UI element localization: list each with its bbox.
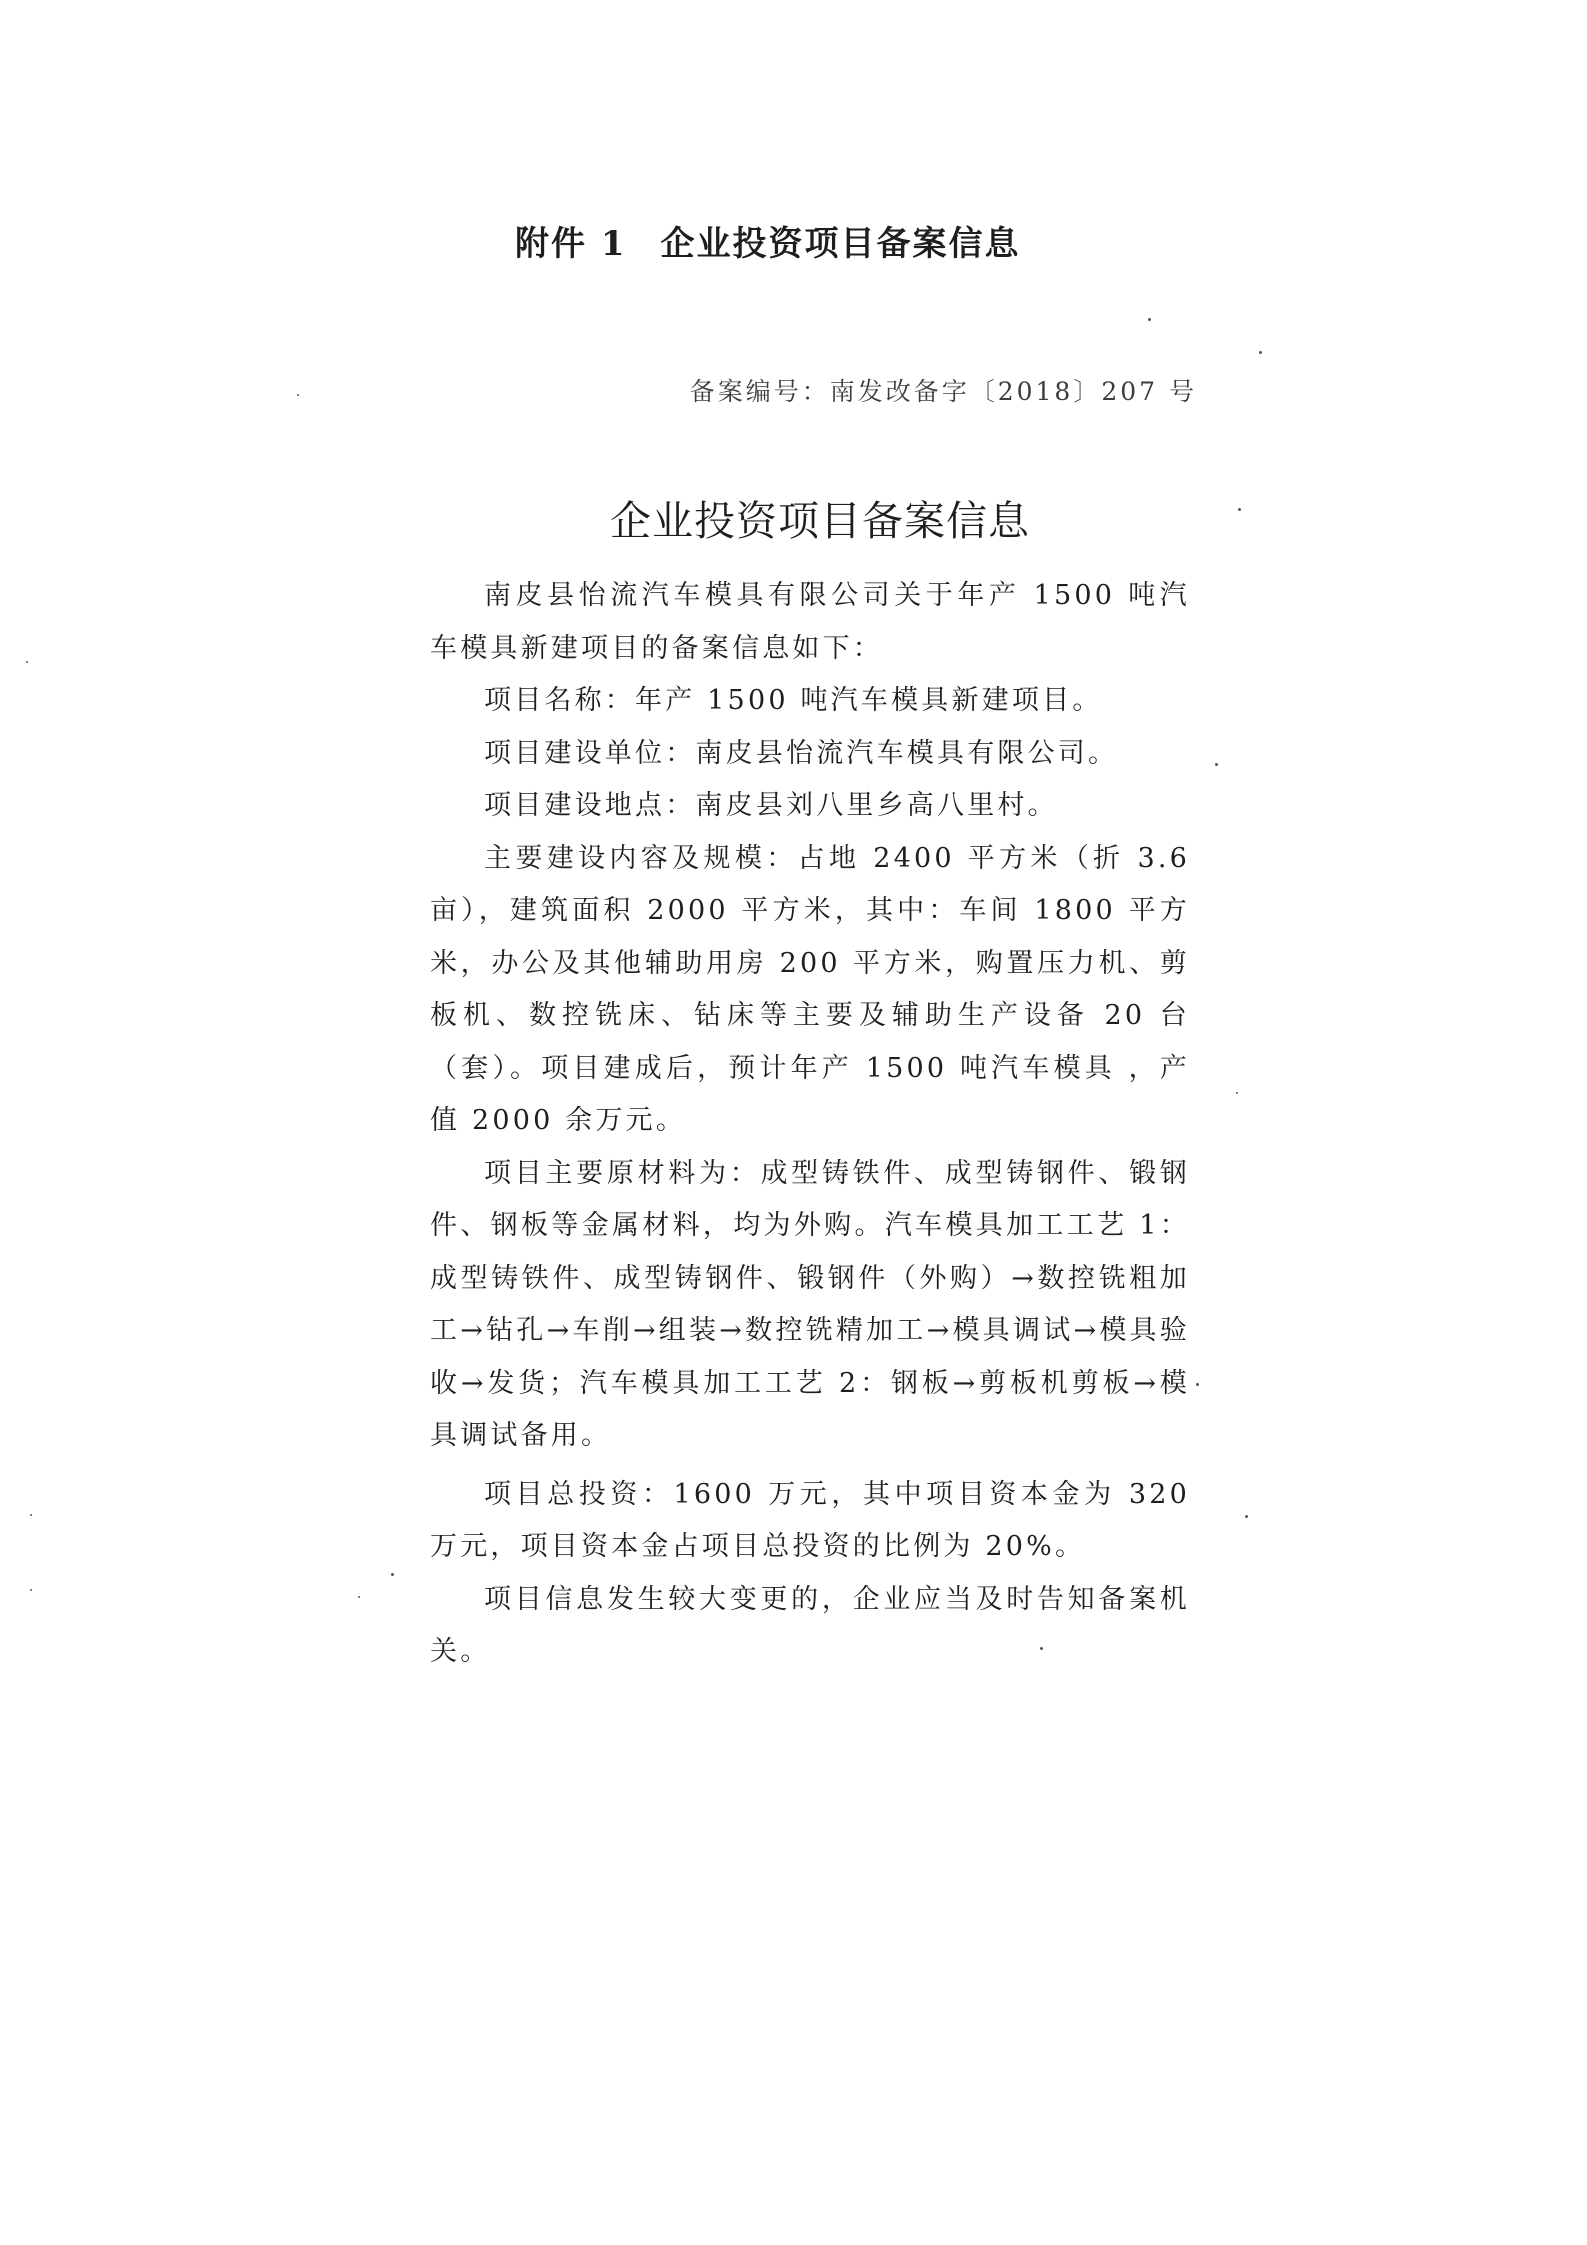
document-body [430, 570, 1190, 1679]
scan-speck [1148, 318, 1151, 321]
attachment-title: 企业投资项目备案信息 [660, 224, 1021, 264]
filing-number: 备案编号：南发改备字〔2018〕207 号 [689, 377, 1197, 406]
scan-speck [1196, 1383, 1199, 1386]
scan-speck [1238, 508, 1241, 511]
scan-speck [30, 1514, 32, 1516]
scan-speck [297, 394, 299, 396]
scan-speck [26, 661, 28, 663]
project-location-paragraph: 项目建设地点：南皮县刘八里乡高八里村。 [484, 790, 1058, 821]
scan-speck [358, 1596, 360, 1598]
scan-speck [391, 1573, 394, 1576]
document-title: 企业投资项目备案信息 [610, 497, 1030, 545]
scan-speck [1236, 1092, 1238, 1094]
scan-speck [1040, 1647, 1043, 1650]
change-notice-paragraph: 项目信息发生较大变更的，企业应当及时告知备案机关。 [430, 1583, 1190, 1667]
investment-paragraph: 项目总投资：1600 万元，其中项目资本金为 320 万元，项目资本金占项目总投资的比例为 20%。 [430, 1478, 1190, 1562]
scan-speck [30, 1589, 32, 1591]
attachment-label: 附件 1 [515, 224, 627, 264]
project-unit-paragraph: 项目建设单位：南皮县怡流汽车模具有限公司。 [484, 737, 1119, 769]
scan-speck [1259, 351, 1262, 354]
scan-speck [1215, 763, 1218, 766]
project-name-paragraph: 项目名称：年产 1500 吨汽车模具新建项目。 [484, 685, 1103, 716]
construction-scope-paragraph: 主要建设内容及规模：占地 2400 平方米（折 3.6 亩），建筑面积 2000 平方米，其中：车间 1800 平方米，办公及其他辅助用房 200 平方米，购置压力机、剪板机、数控铣床、钻床等主要及辅助生产设备 20 台（套）。项目建成后，预计年产 1500 吨汽车模具 ，产值 2000 余万元。 [430, 842, 1190, 1136]
process-paragraph: 项目主要原材料为：成型铸铁件、成型铸钢件、锻钢件、钢板等金属材料，均为外购。汽车模具加工工艺 1：成型铸铁件、成型铸钢件、锻钢件（外购）→数控铣粗加工→钻孔→车削→组装→数控铣精加工→模具调试→模具验收→发货；汽车模具加工工艺 2：钢板→剪板机剪板→模具调试备用。 [430, 1157, 1190, 1451]
attachment-heading [515, 216, 1021, 265]
intro-paragraph: 南皮县怡流汽车模具有限公司关于年产 1500 吨汽车模具新建项目的备案信息如下： [430, 580, 1190, 664]
scan-speck [1245, 1515, 1248, 1518]
